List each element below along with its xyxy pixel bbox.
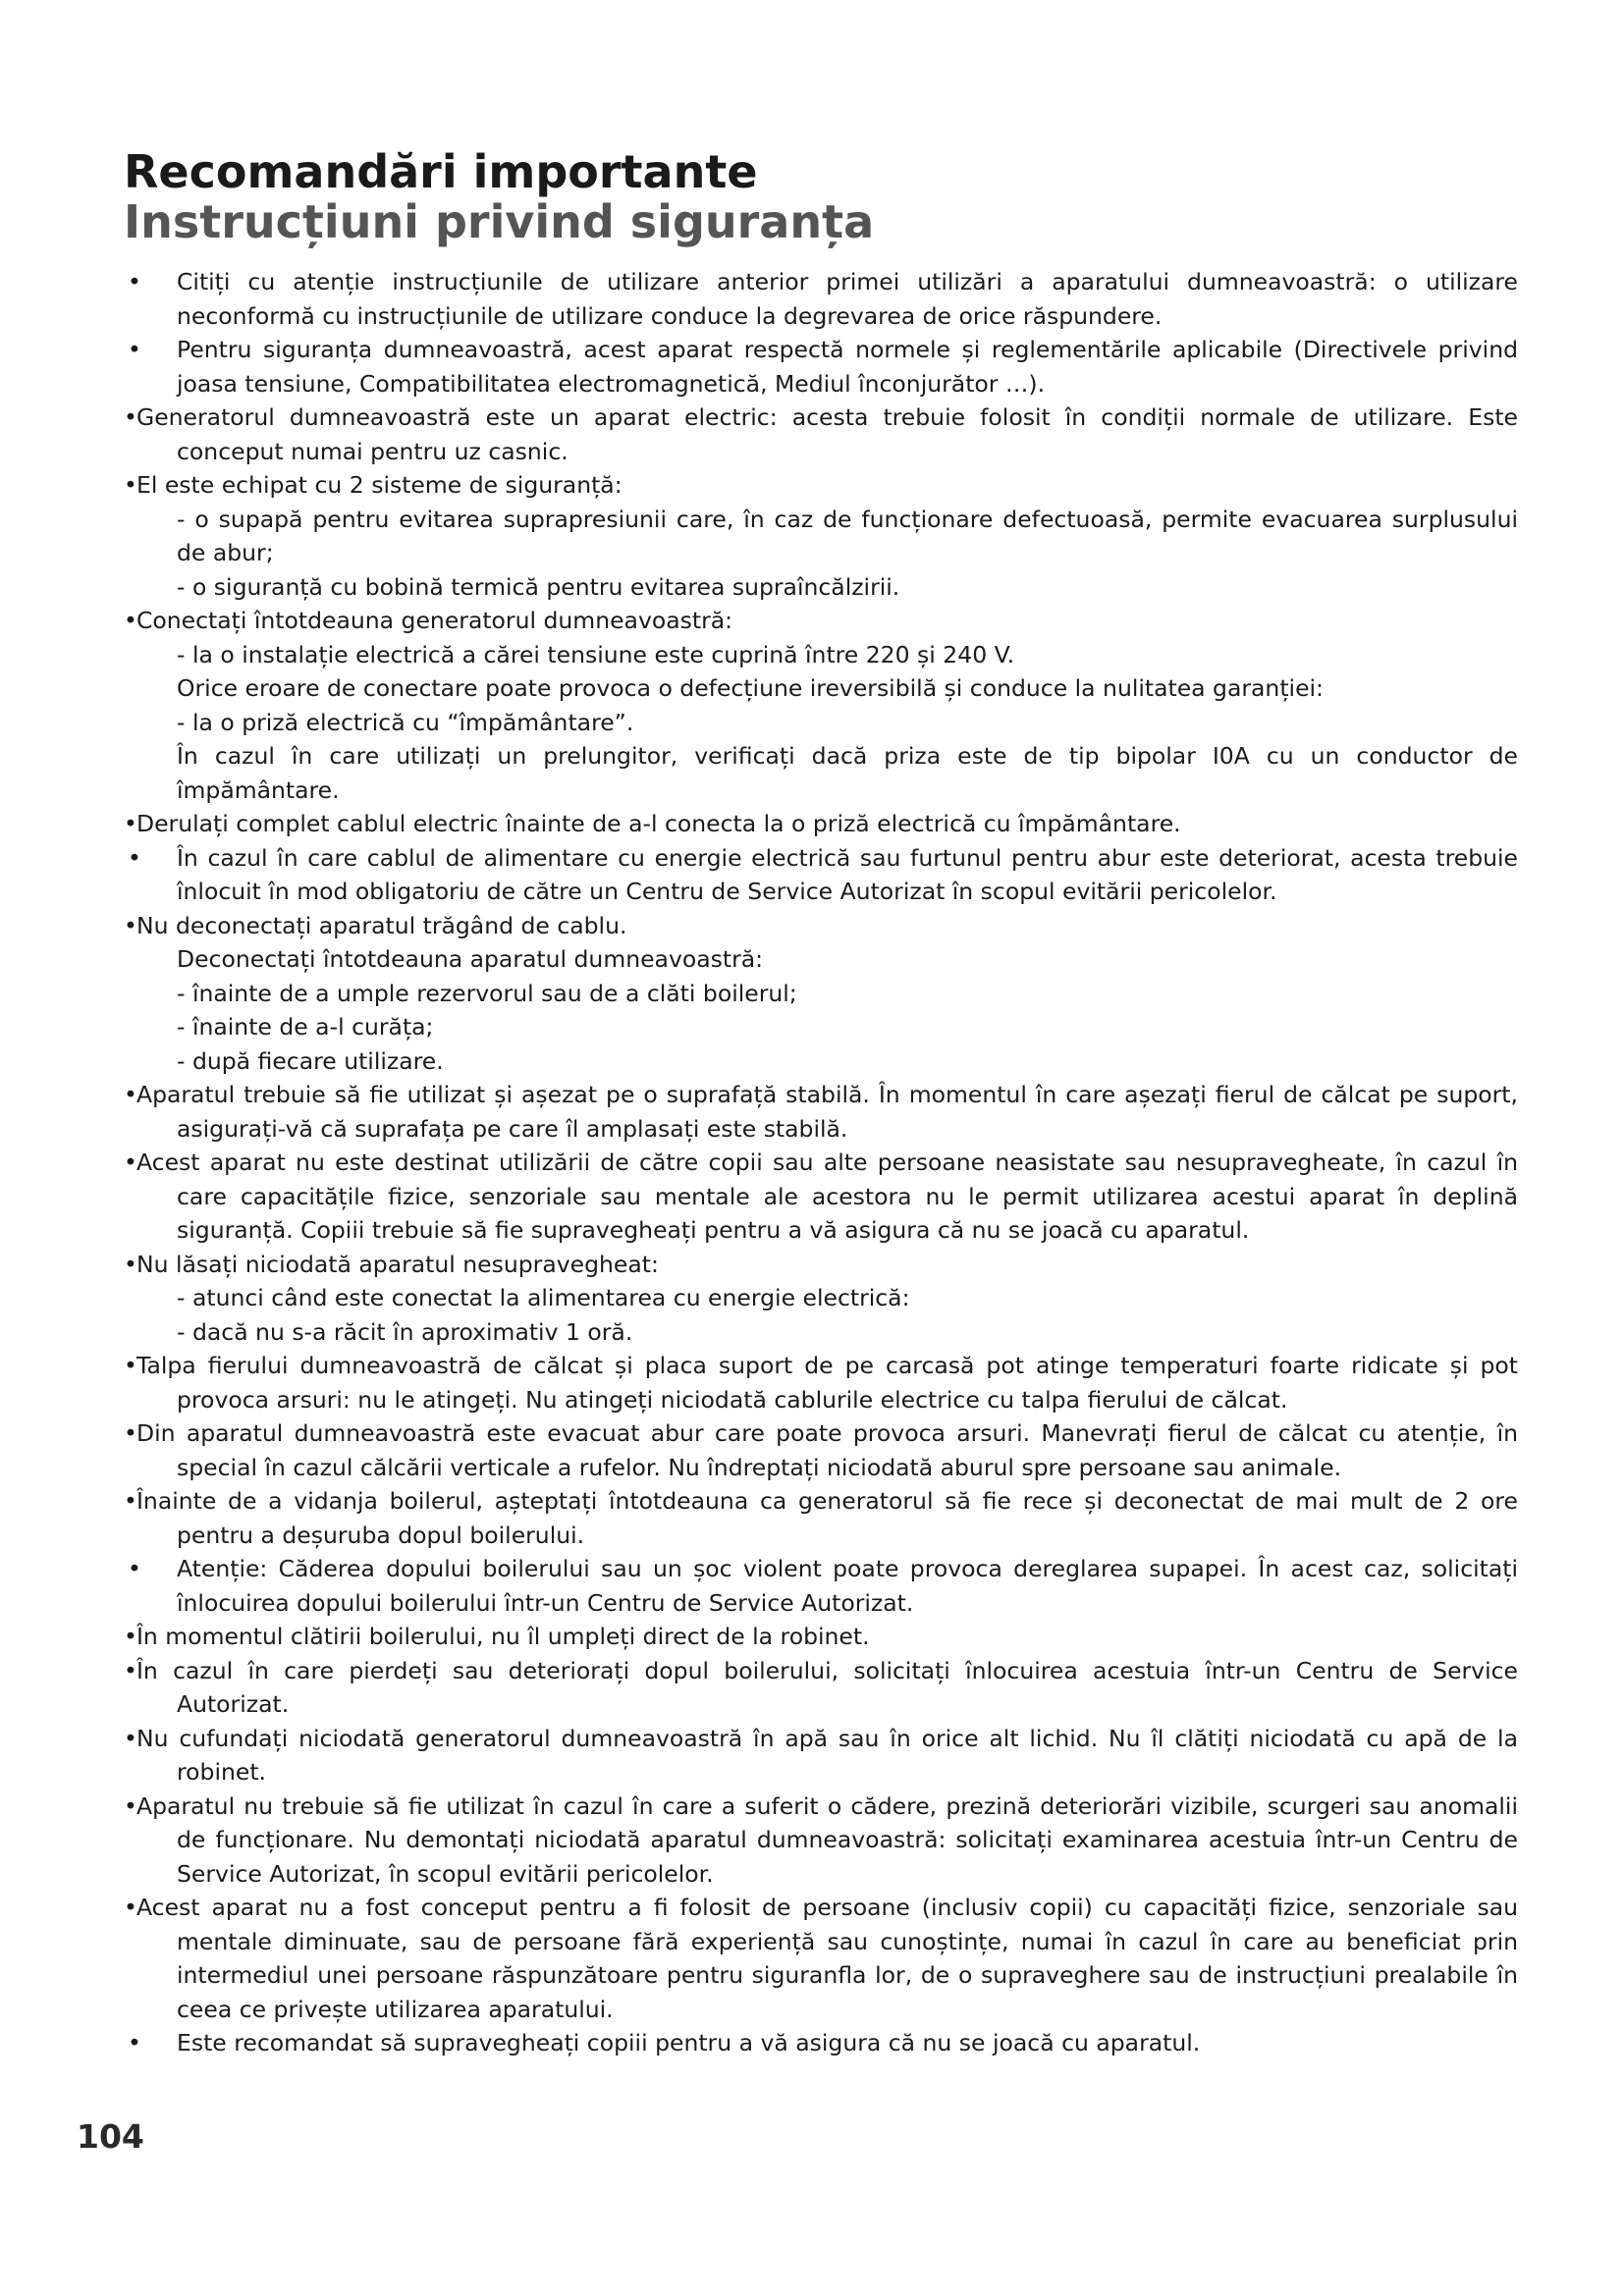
bullet-item-text: Aparatul nu trebuie să fie utilizat în cazul în care a suferit o cădere, prezină deteriorări vizibile, scurgeri sau anomalii de funcționare. Nu demontați niciodată aparatul dumneavoastră: solicitați examinarea acestuia într-un Centru de Service Autorizat, în scopul evitării pericolelor. [136, 1791, 1518, 1888]
sub-item-text: - la o instalație electrică a cărei tensiune este cuprină între 220 și 240 V. [177, 640, 1015, 668]
sub-item-text: - după fiecare utilizare. [177, 1046, 444, 1075]
bullet-item [124, 1789, 1518, 1892]
bullet-item-text: În cazul în care pierdeți sau deteriorați dopul boilerului, solicitați înlocuirea acestuia într-un Centru de Service Autorizat. [136, 1656, 1518, 1718]
sub-item [124, 1281, 1518, 1315]
bullet-item [124, 400, 1518, 468]
bullet-item-text: Acest aparat nu a fost conceput pentru a fi folosit de persoane (inclusiv copii) cu capacități fizice, senzoriale sau mentale diminuate, sau de persoane fără experiență sau cunoștințe, numai în cazul în care au beneficiat prin intermediul unei persoane răspunzătoare pentru siguranfla lor, de o supraveghere sau de instrucțiuni prealabile în ceea ce privește utilizarea aparatului. [136, 1894, 1518, 2023]
sub-item-text: - înainte de a umple rezervorul sau de a clăti boilerul; [177, 979, 797, 1007]
bullet-item [124, 468, 1518, 503]
bullet-item [124, 265, 1518, 333]
bullet-marker: • [124, 1894, 137, 1921]
bullet-item [124, 1248, 1518, 1282]
sub-item [124, 503, 1518, 570]
sub-item-text: Orice eroare de conectare poate provoca o defecțiune ireversibilă și conduce la nulitatea garanției: [177, 674, 1324, 702]
sub-item [124, 1010, 1518, 1044]
bullet-item-text: Nu cufundați niciodată generatorul dumneavoastră în apă sau în orice alt lichid. Nu îl clătiți niciodată cu apă de la robinet. [136, 1724, 1518, 1786]
bullet-item-text: Pentru siguranța dumneavoastră, acest aparat respectă normele și reglementările aplicabile (Directivele privind joasa tensiune, Compatibilitatea electromagnetică, Mediul înconjurător …). [177, 336, 1518, 398]
bullet-item-text: Aparatul trebuie să fie utilizat și așezat pe o suprafață stabilă. În momentul în care așezați fierul de călcat pe suport, asigurați-vă că suprafața pe care îl amplasați este stabilă. [136, 1081, 1518, 1143]
sub-item [124, 570, 1518, 605]
bullet-marker: • [124, 1791, 137, 1820]
bullet-marker: • [128, 1555, 141, 1582]
bullet-marker: • [124, 1623, 137, 1650]
bullet-marker: • [124, 403, 137, 431]
bullet-item [124, 807, 1518, 841]
sub-item-text: - dacă nu s-a răcit în aproximativ 1 oră. [177, 1317, 633, 1346]
bullet-item-text: Conectați întotdeauna generatorul dumneavoastră: [136, 607, 733, 634]
bullet-item-text: Citiți cu atenție instrucțiunile de utilizare anterior primei utilizări a aparatului dumneavoastră: o utilizare neconformă cu instrucțiunile de utilizare conduce la degrevarea de orice răspundere. [177, 268, 1518, 330]
bullet-marker: • [128, 268, 141, 295]
bullet-item-text: Derulați complet cablul electric înainte de a-l conecta la o priză electrică cu împământare. [136, 810, 1181, 837]
bullet-item [124, 1891, 1518, 2026]
bullet-item-text: Este recomandat să supravegheați copiii pentru a vă asigura că nu se joacă cu aparatul. [177, 2029, 1201, 2056]
sub-item-text: - o supapă pentru evitarea suprapresiunii care, în caz de funcționare defectuoasă, permite evacuarea surplusului de abur; [177, 505, 1518, 566]
sub-item [124, 739, 1518, 807]
bullet-item [124, 1552, 1518, 1620]
sub-item [124, 1315, 1518, 1350]
bullet-item [124, 1722, 1518, 1789]
sub-item-text: - o siguranță cu bobină termică pentru evitarea supraîncălzirii. [177, 572, 900, 601]
bullet-item [124, 604, 1518, 638]
page-title: Recomandări importante [124, 145, 758, 198]
bullet-marker: • [128, 336, 141, 363]
bullet-item-text: Nu deconectați aparatul trăgând de cablu. [136, 911, 627, 939]
bullet-item [124, 1078, 1518, 1146]
bullet-item [124, 333, 1518, 400]
bullet-item-text: În cazul în care cablul de alimentare cu energie electrică sau furtunul pentru abur este deteriorat, acesta trebuie înlocuit în mod obligatoriu de către un Centru de Service Autorizat în scopul evitării pericolelor. [177, 843, 1518, 905]
bullet-item [124, 1484, 1518, 1552]
sub-item-text: Deconectați întotdeauna aparatul dumneavoastră: [177, 945, 764, 973]
sub-item-text: - la o priză electrică cu “împământare”. [177, 708, 634, 736]
sub-item [124, 1044, 1518, 1079]
bullet-item-text: Talpa fierului dumneavoastră de călcat și placa suport de pe carcasă pot atinge temperaturi foarte ridicate și pot provoca arsuri: nu le atingeți. Nu atingeți niciodată cablurile electrice cu talpa fierului de călcat. [136, 1352, 1518, 1414]
bullet-marker: • [128, 843, 141, 872]
bullet-marker: • [124, 1148, 137, 1176]
sub-item [124, 706, 1518, 740]
bullet-item-text: Acest aparat nu este destinat utilizării de către copii sau alte persoane neasistate sau nesupravegheate, în cazul în care capacitățile fizice, senzoriale sau mentale ale acestora nu le permit utilizarea acestui aparat în deplină siguranță. Copiii trebuie să fie supravegheați pentru a vă asigura că nu se joacă cu aparatul. [136, 1148, 1518, 1244]
bullet-marker: • [124, 607, 137, 634]
bullet-marker: • [124, 1656, 137, 1684]
bullet-item-text: În momentul clătirii boilerului, nu îl umpleți direct de la robinet. [136, 1623, 870, 1650]
bullet-marker: • [124, 1352, 137, 1379]
bullet-marker: • [128, 2029, 141, 2056]
safety-instructions-list [124, 265, 1518, 2060]
bullet-marker: • [124, 1724, 137, 1752]
bullet-item-text: Din aparatul dumneavoastră este evacuat abur care poate provoca arsuri. Manevrați fierul de călcat cu atenție, în special în cazul călcării verticale a rufelor. Nu îndreptați niciodată aburul spre persoane sau animale. [136, 1419, 1518, 1481]
sub-item [124, 942, 1518, 977]
bullet-item [124, 1416, 1518, 1484]
bullet-marker: • [124, 1250, 137, 1278]
bullet-marker: • [124, 1419, 137, 1447]
bullet-item [124, 1146, 1518, 1248]
bullet-item [124, 1620, 1518, 1654]
bullet-marker: • [124, 471, 137, 499]
bullet-item-text: Nu lăsați niciodată aparatul nesupravegheat: [136, 1250, 659, 1278]
bullet-marker: • [124, 1487, 137, 1515]
bullet-item [124, 1349, 1518, 1416]
sub-item-text: - atunci când este conectat la alimentarea cu energie electrică: [177, 1284, 910, 1311]
sub-item [124, 977, 1518, 1011]
bullet-item [124, 841, 1518, 909]
bullet-item [124, 2026, 1518, 2060]
bullet-item [124, 909, 1518, 943]
page-heading [124, 147, 874, 247]
bullet-marker: • [124, 911, 137, 939]
bullet-marker: • [124, 1081, 137, 1108]
page-subtitle: Instrucțiuni privind siguranța [124, 195, 875, 248]
page-number: 104 [77, 2117, 144, 2156]
sub-item-text: În cazul în care utilizați un prelungitor, verificați dacă priza este de tip bipolar I0A cu un conductor de împământare. [177, 742, 1518, 804]
bullet-item-text: Generatorul dumneavoastră este un aparat electric: acesta trebuie folosit în condiții normale de utilizare. Este conceput numai pentru uz casnic. [136, 403, 1518, 465]
bullet-item-text: El este echipat cu 2 sisteme de siguranță: [136, 471, 623, 499]
bullet-item [124, 1654, 1518, 1722]
bullet-item-text: Înainte de a vidanja boilerul, așteptați întotdeauna ca generatorul să fie rece și deconectat de mai mult de 2 ore pentru a deșuruba dopul boilerului. [136, 1487, 1518, 1549]
sub-item [124, 638, 1518, 672]
bullet-marker: • [124, 810, 137, 837]
sub-item-text: - înainte de a-l curăța; [177, 1013, 434, 1041]
bullet-item-text: Atenție: Căderea dopului boilerului sau un șoc violent poate provoca dereglarea supapei. În acest caz, solicitați înlocuirea dopului boilerului într-un Centru de Service Autorizat. [177, 1555, 1518, 1617]
sub-item [124, 671, 1518, 706]
